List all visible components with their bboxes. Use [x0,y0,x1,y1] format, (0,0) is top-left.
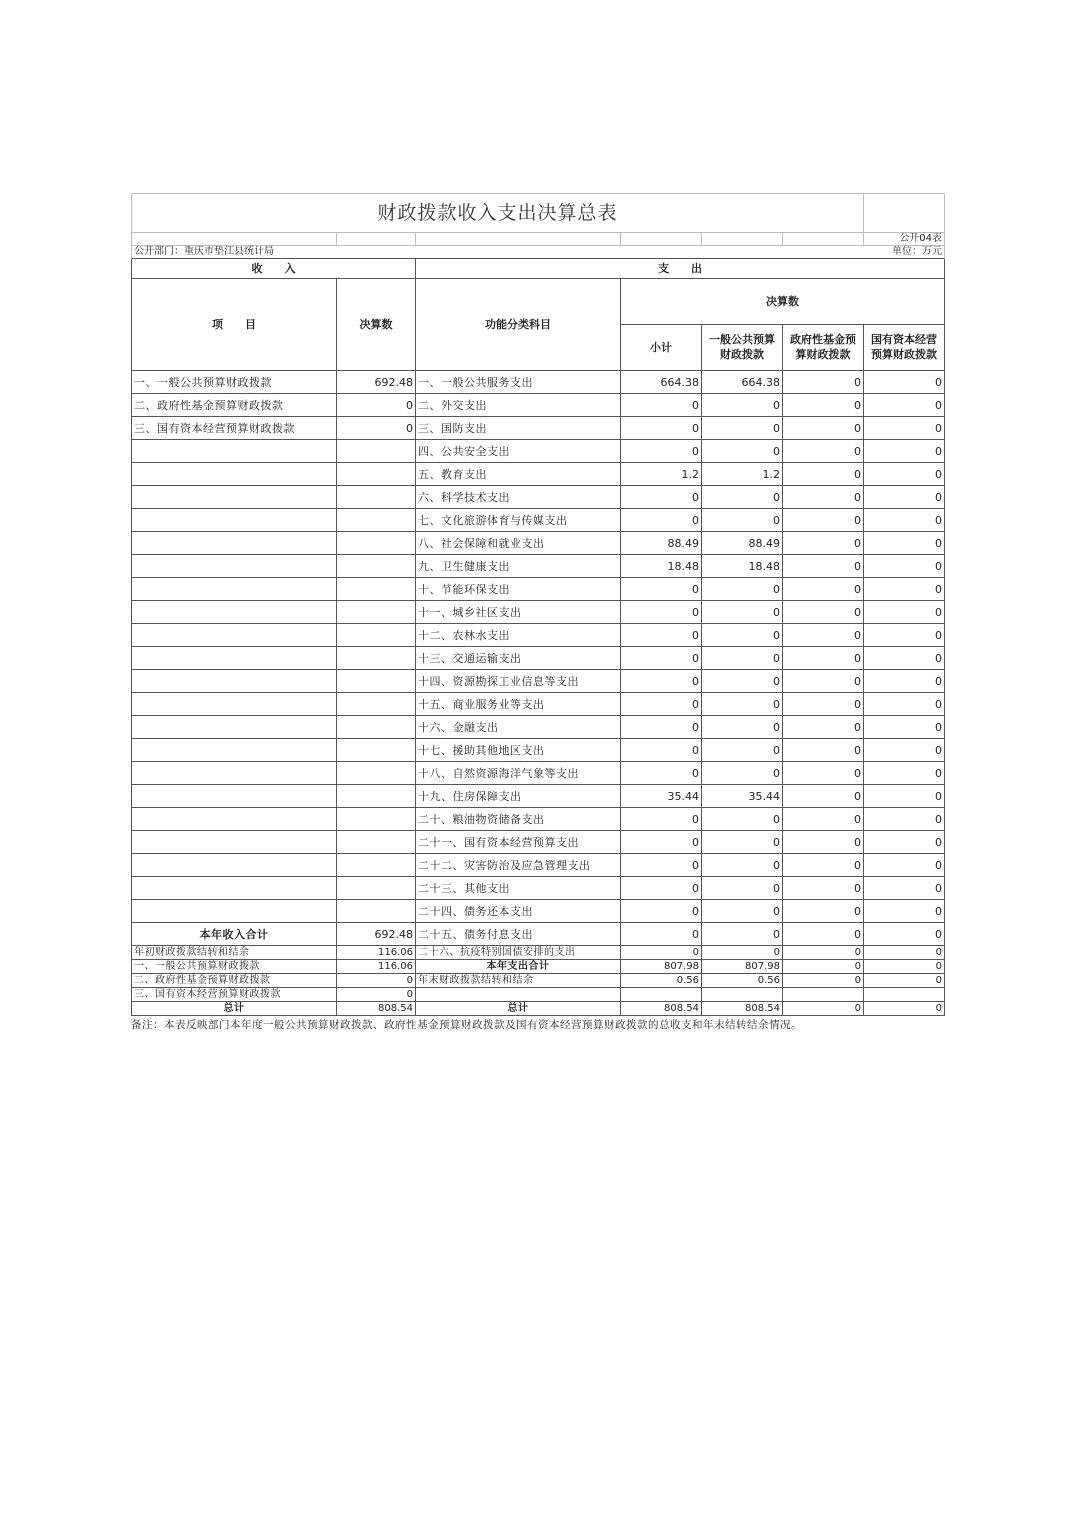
expense-value: 0 [702,808,783,831]
expense-value: 0 [783,440,864,463]
form-number: 公开04表 [864,233,945,246]
expense-value: 0 [783,601,864,624]
income-value [337,624,416,647]
expense-value: 0 [864,394,945,417]
expense-value: 0 [621,923,702,946]
expense-value: 0 [864,739,945,762]
expense-value: 0 [864,486,945,509]
expense-value: 0 [621,900,702,923]
expense-value: 35.44 [621,785,702,808]
expense-value: 0 [621,693,702,716]
income-item: 总计 [132,1002,337,1016]
income-item [132,601,337,624]
expense-header: 支 出 [416,259,945,279]
income-value [337,486,416,509]
expense-value: 0 [702,739,783,762]
expense-value: 0 [621,831,702,854]
expense-value: 0 [864,670,945,693]
expense-value: 0 [864,877,945,900]
expense-value: 0 [783,624,864,647]
table-row [132,394,945,417]
function-item: 二十一、国有资本经营预算支出 [416,831,621,854]
income-item [132,854,337,877]
expense-value: 0 [783,785,864,808]
income-value [337,785,416,808]
expense-value: 0 [864,785,945,808]
expense-value: 0 [621,647,702,670]
income-value: 0 [337,988,416,1002]
report-title: 财政拨款收入支出决算总表 [377,201,618,224]
income-item [132,532,337,555]
table-row [132,532,945,555]
footnote: 备注：本表反映部门本年度一般公共预算财政拨款、政府性基金预算财政拨款及国有资本经营预算财政拨款的总收支和年末结转结余情况。 [131,1019,802,1031]
expense-value: 0 [783,371,864,394]
income-item: 一、一般公共预算财政拨款 [132,371,337,394]
expense-value: 0 [864,509,945,532]
income-item [132,693,337,716]
income-item [132,716,337,739]
function-item: 总计 [416,1002,621,1016]
income-item: 三、国有资本经营预算财政拨款 [132,988,337,1002]
expense-value: 0 [702,946,783,960]
expense-value: 0 [864,555,945,578]
expense-value: 35.44 [702,785,783,808]
table-row [132,854,945,877]
expense-value: 0 [702,394,783,417]
expense-value: 0 [783,670,864,693]
table-row [132,555,945,578]
expense-value: 0 [702,647,783,670]
report-sheet [131,193,944,1032]
expense-value [621,988,702,1002]
income-value [337,808,416,831]
expense-value: 0 [783,960,864,974]
expense-value: 0 [702,831,783,854]
expense-value: 807.98 [621,960,702,974]
income-value [337,670,416,693]
expense-value: 0 [621,509,702,532]
expense-value: 0 [702,624,783,647]
table-row [132,785,945,808]
income-value [337,877,416,900]
general-header: 一般公共预算财政拨款 [702,325,783,371]
income-value [337,463,416,486]
income-item: 本年收入合计 [132,923,337,946]
income-item [132,440,337,463]
expense-value: 0 [864,762,945,785]
expense-value: 1.2 [702,463,783,486]
department-label: 公开部门：重庆市垫江县统计局 [132,246,621,259]
function-item: 一、一般公共服务支出 [416,371,621,394]
income-item [132,785,337,808]
income-value [337,440,416,463]
expense-value: 0 [783,463,864,486]
table-row [132,762,945,785]
income-item [132,900,337,923]
function-item: 八、社会保障和就业支出 [416,532,621,555]
expense-value: 0 [864,624,945,647]
expense-value: 0 [621,670,702,693]
function-header: 功能分类科目 [416,279,621,371]
expense-value [783,988,864,1002]
income-item: 年初财政拨款结转和结余 [132,946,337,960]
function-item: 十一、城乡社区支出 [416,601,621,624]
income-item: 一、一般公共预算财政拨款 [132,960,337,974]
expense-value: 0 [702,854,783,877]
table-row [132,877,945,900]
income-item [132,578,337,601]
table-row [132,808,945,831]
table-row [132,693,945,716]
function-item: 十二、农林水支出 [416,624,621,647]
table-row [132,739,945,762]
table-row [132,624,945,647]
expense-value: 0 [702,693,783,716]
expense-value: 0 [702,877,783,900]
expense-value: 0 [702,578,783,601]
function-item: 二十四、债务还本支出 [416,900,621,923]
table-row [132,371,945,394]
function-item: 十六、金融支出 [416,716,621,739]
function-item: 二十二、灾害防治及应急管理支出 [416,854,621,877]
expense-value: 0 [783,1002,864,1016]
income-value [337,854,416,877]
expense-value: 0 [621,946,702,960]
function-item [416,988,621,1002]
expense-value: 0 [864,831,945,854]
item-header: 项 目 [132,279,337,371]
function-item: 七、文化旅游体育与传媒支出 [416,509,621,532]
income-item [132,877,337,900]
expense-value: 0 [783,555,864,578]
budget-header: 决算数 [337,279,416,371]
table-row [132,440,945,463]
expense-value: 0 [702,601,783,624]
expense-value: 0 [621,624,702,647]
expense-value: 0 [621,877,702,900]
function-item: 四、公共安全支出 [416,440,621,463]
expense-value: 0 [864,463,945,486]
expense-value: 0 [783,946,864,960]
expense-value: 0 [783,578,864,601]
income-value: 0 [337,974,416,988]
function-item: 十三、交通运输支出 [416,647,621,670]
expense-value: 0 [621,440,702,463]
expense-value: 0 [702,762,783,785]
expense-value: 0 [621,808,702,831]
function-item: 十四、资源勘探工业信息等支出 [416,670,621,693]
table-row [132,417,945,440]
income-value [337,693,416,716]
state-header: 国有资本经营预算财政拨款 [864,325,945,371]
income-value [337,900,416,923]
expense-value: 0 [864,693,945,716]
expense-value: 0 [702,486,783,509]
expense-value: 0 [783,509,864,532]
income-item [132,647,337,670]
income-item [132,808,337,831]
table-row [132,486,945,509]
expense-value: 0 [864,946,945,960]
table-row [132,647,945,670]
income-value [337,831,416,854]
income-value [337,509,416,532]
function-item: 十五、商业服务业等支出 [416,693,621,716]
income-value [337,762,416,785]
expense-value: 88.49 [621,532,702,555]
expense-value: 0 [864,647,945,670]
expense-value: 0 [783,532,864,555]
expense-value: 0 [783,394,864,417]
expense-value: 0 [783,854,864,877]
function-item: 十、节能环保支出 [416,578,621,601]
fund-header: 政府性基金预算财政拨款 [783,325,864,371]
table-row [132,463,945,486]
table-row [132,974,945,988]
table-row [132,509,945,532]
expense-value: 0 [702,716,783,739]
income-value [337,601,416,624]
function-item: 九、卫生健康支出 [416,555,621,578]
income-value [337,555,416,578]
expense-value: 0 [864,716,945,739]
expense-value: 0 [702,440,783,463]
income-header: 收 入 [132,259,416,279]
expense-value: 0 [621,486,702,509]
income-item [132,739,337,762]
function-item: 十九、住房保障支出 [416,785,621,808]
income-value: 808.54 [337,1002,416,1016]
expense-value: 0 [702,923,783,946]
income-value [337,578,416,601]
expense-value: 0 [864,1002,945,1016]
expense-value: 0 [702,900,783,923]
income-value: 116.06 [337,960,416,974]
income-value: 692.48 [337,371,416,394]
expense-value: 0 [621,762,702,785]
expense-value: 0 [783,974,864,988]
function-item: 二十五、债务付息支出 [416,923,621,946]
expense-value: 664.38 [702,371,783,394]
budget2-header: 决算数 [621,279,945,325]
income-item: 二、政府性基金预算财政拨款 [132,974,337,988]
income-item [132,624,337,647]
income-item: 二、政府性基金预算财政拨款 [132,394,337,417]
expense-value: 88.49 [702,532,783,555]
income-value: 692.48 [337,923,416,946]
table-row [132,900,945,923]
expense-value [864,988,945,1002]
expense-value: 0 [783,739,864,762]
table-row [132,1002,945,1016]
function-item: 本年支出合计 [416,960,621,974]
expense-value: 0 [864,371,945,394]
income-item [132,762,337,785]
expense-value: 0 [783,831,864,854]
final-accounts-table [131,193,945,1016]
function-item: 五、教育支出 [416,463,621,486]
income-item [132,463,337,486]
expense-value: 0 [621,716,702,739]
table-row [132,960,945,974]
table-row [132,988,945,1002]
table-row [132,946,945,960]
subtotal-header: 小计 [621,325,702,371]
expense-value: 0 [783,486,864,509]
expense-value: 807.98 [702,960,783,974]
income-item: 三、国有资本经营预算财政拨款 [132,417,337,440]
expense-value: 0 [783,877,864,900]
expense-value: 0 [702,509,783,532]
unit-label: 单位：万元 [864,246,945,259]
table-row [132,578,945,601]
expense-value: 0 [864,532,945,555]
expense-value: 0 [783,693,864,716]
expense-value: 0 [783,647,864,670]
expense-value: 0 [864,601,945,624]
expense-value: 0 [864,808,945,831]
function-item: 二十六、抗疫特别国债安排的支出 [416,946,621,960]
income-value [337,647,416,670]
expense-value: 0 [783,716,864,739]
expense-value: 0 [864,960,945,974]
expense-value: 0 [621,417,702,440]
expense-value: 0 [864,440,945,463]
expense-value: 0 [864,923,945,946]
function-item: 三、国防支出 [416,417,621,440]
table-row [132,831,945,854]
income-item [132,509,337,532]
expense-value: 0 [864,974,945,988]
income-value [337,739,416,762]
expense-value: 0 [864,417,945,440]
expense-value: 0.56 [702,974,783,988]
table-row [132,716,945,739]
expense-value: 0 [621,394,702,417]
expense-value: 808.54 [702,1002,783,1016]
expense-value: 664.38 [621,371,702,394]
income-value [337,716,416,739]
expense-value: 1.2 [621,463,702,486]
expense-value: 18.48 [702,555,783,578]
income-item [132,486,337,509]
expense-value: 0 [783,900,864,923]
income-item [132,555,337,578]
expense-value: 0 [864,900,945,923]
function-item: 六、科学技术支出 [416,486,621,509]
table-row [132,923,945,946]
income-value: 0 [337,417,416,440]
expense-value [702,988,783,1002]
function-item: 二十、粮油物资储备支出 [416,808,621,831]
expense-value: 0 [783,923,864,946]
income-item [132,670,337,693]
income-value: 0 [337,394,416,417]
expense-value: 0 [864,578,945,601]
income-item [132,831,337,854]
expense-value: 0 [783,808,864,831]
expense-value: 808.54 [621,1002,702,1016]
expense-value: 0 [783,417,864,440]
income-value [337,532,416,555]
expense-value: 0 [621,739,702,762]
function-item: 十八、自然资源海洋气象等支出 [416,762,621,785]
function-item: 十七、援助其他地区支出 [416,739,621,762]
function-item: 年末财政拨款结转和结余 [416,974,621,988]
expense-value: 0 [621,601,702,624]
expense-value: 0 [621,578,702,601]
function-item: 二十三、其他支出 [416,877,621,900]
expense-value: 0 [702,670,783,693]
expense-value: 0 [702,417,783,440]
expense-value: 18.48 [621,555,702,578]
table-row [132,670,945,693]
table-row [132,601,945,624]
function-item: 二、外交支出 [416,394,621,417]
expense-value: 0 [783,762,864,785]
expense-value: 0.56 [621,974,702,988]
income-value: 116.06 [337,946,416,960]
expense-value: 0 [864,854,945,877]
expense-value: 0 [621,854,702,877]
